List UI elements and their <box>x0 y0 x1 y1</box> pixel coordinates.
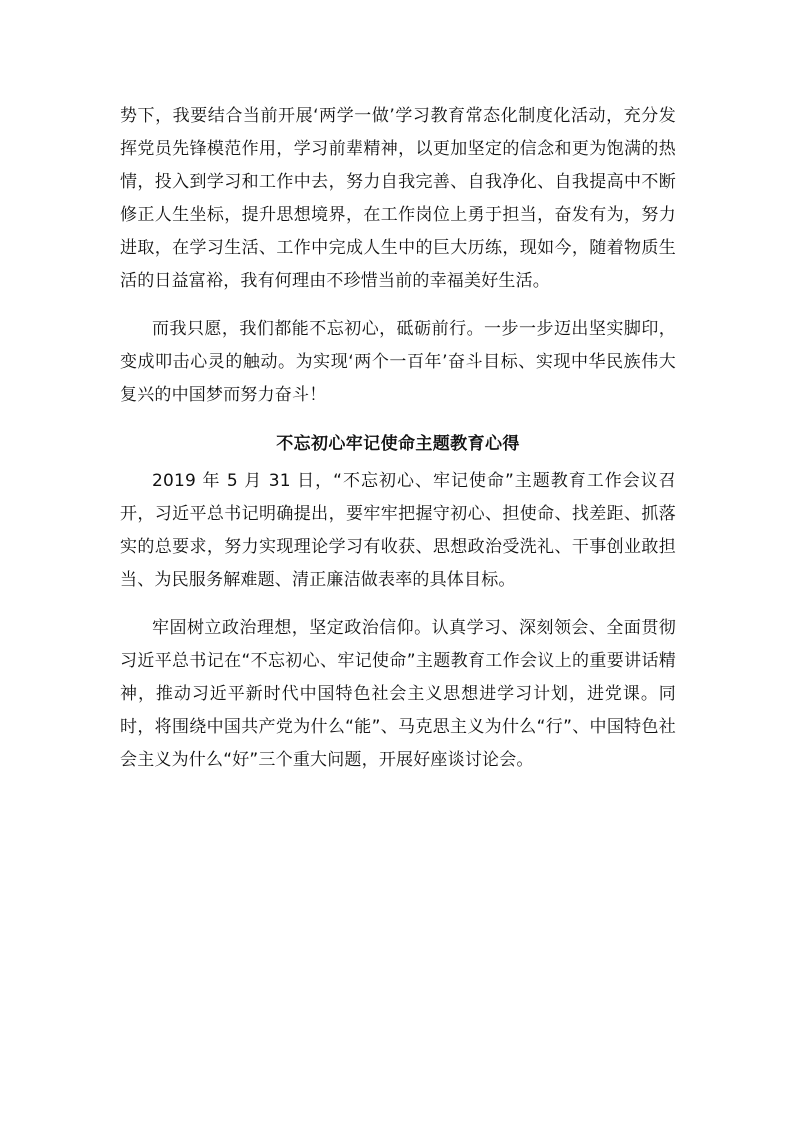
document-body <box>120 100 676 777</box>
paragraph-continued: 势下，我要结合当前开展‘两学一做’学习教育常态化制度化活动，充分发挥党员先锋模范作用，学习前辈精神，以更加坚定的信念和更为饱满的热情，投入到学习和工作中去，努力自我完善、自我净化、自我提高中不断修正人生坐标，提升思想境界，在工作岗位上勇于担当，奋发有为，努力进取，在学习生活、工作中完成人生中的巨大历练，现如今，随着物质生活的日益富裕，我有何理由不珍惜当前的幸福美好生活。 <box>120 106 676 291</box>
paragraph-meeting: 2019 年 5 月 31 日，“不忘初心、牢记使命”主题教育工作会议召开，习近平总书记明确提出，要牢牢把握守初心、担使命、找差距、抓落实的总要求，努力实现理论学习有收获、思想政治受洗礼、干事创业敢担当、为民服务解难题、清正廉洁做表率的具体目标。 <box>120 471 676 590</box>
paragraph-spacer <box>120 412 676 427</box>
paragraph-political-ideal: 牢固树立政治理想，坚定政治信仰。认真学习、深刻领会、全面贯彻习近平总书记在“不忘初心、牢记使命”主题教育工作会议上的重要讲话精神，推动习近平新时代中国特色社会主义思想进学习计划，进党课。同时，将围绕中国共产党为什么“能”、马克思主义为什么“行”、中国特色社会主义为什么“好”三个重大问题，开展好座谈讨论会。 <box>120 618 676 770</box>
paragraph-spacer <box>120 597 676 612</box>
paragraph-closing: 而我只愿，我们都能不忘初心，砥砺前行。一步一步迈出坚实脚印，变成叩击心灵的触动。为实现‘两个一百年’奋斗目标、实现中华民族伟大复兴的中国梦而努力奋斗！ <box>120 319 676 405</box>
paragraph-spacer <box>120 298 676 313</box>
section-heading: 不忘初心牢记使命主题教育心得 <box>276 434 520 454</box>
